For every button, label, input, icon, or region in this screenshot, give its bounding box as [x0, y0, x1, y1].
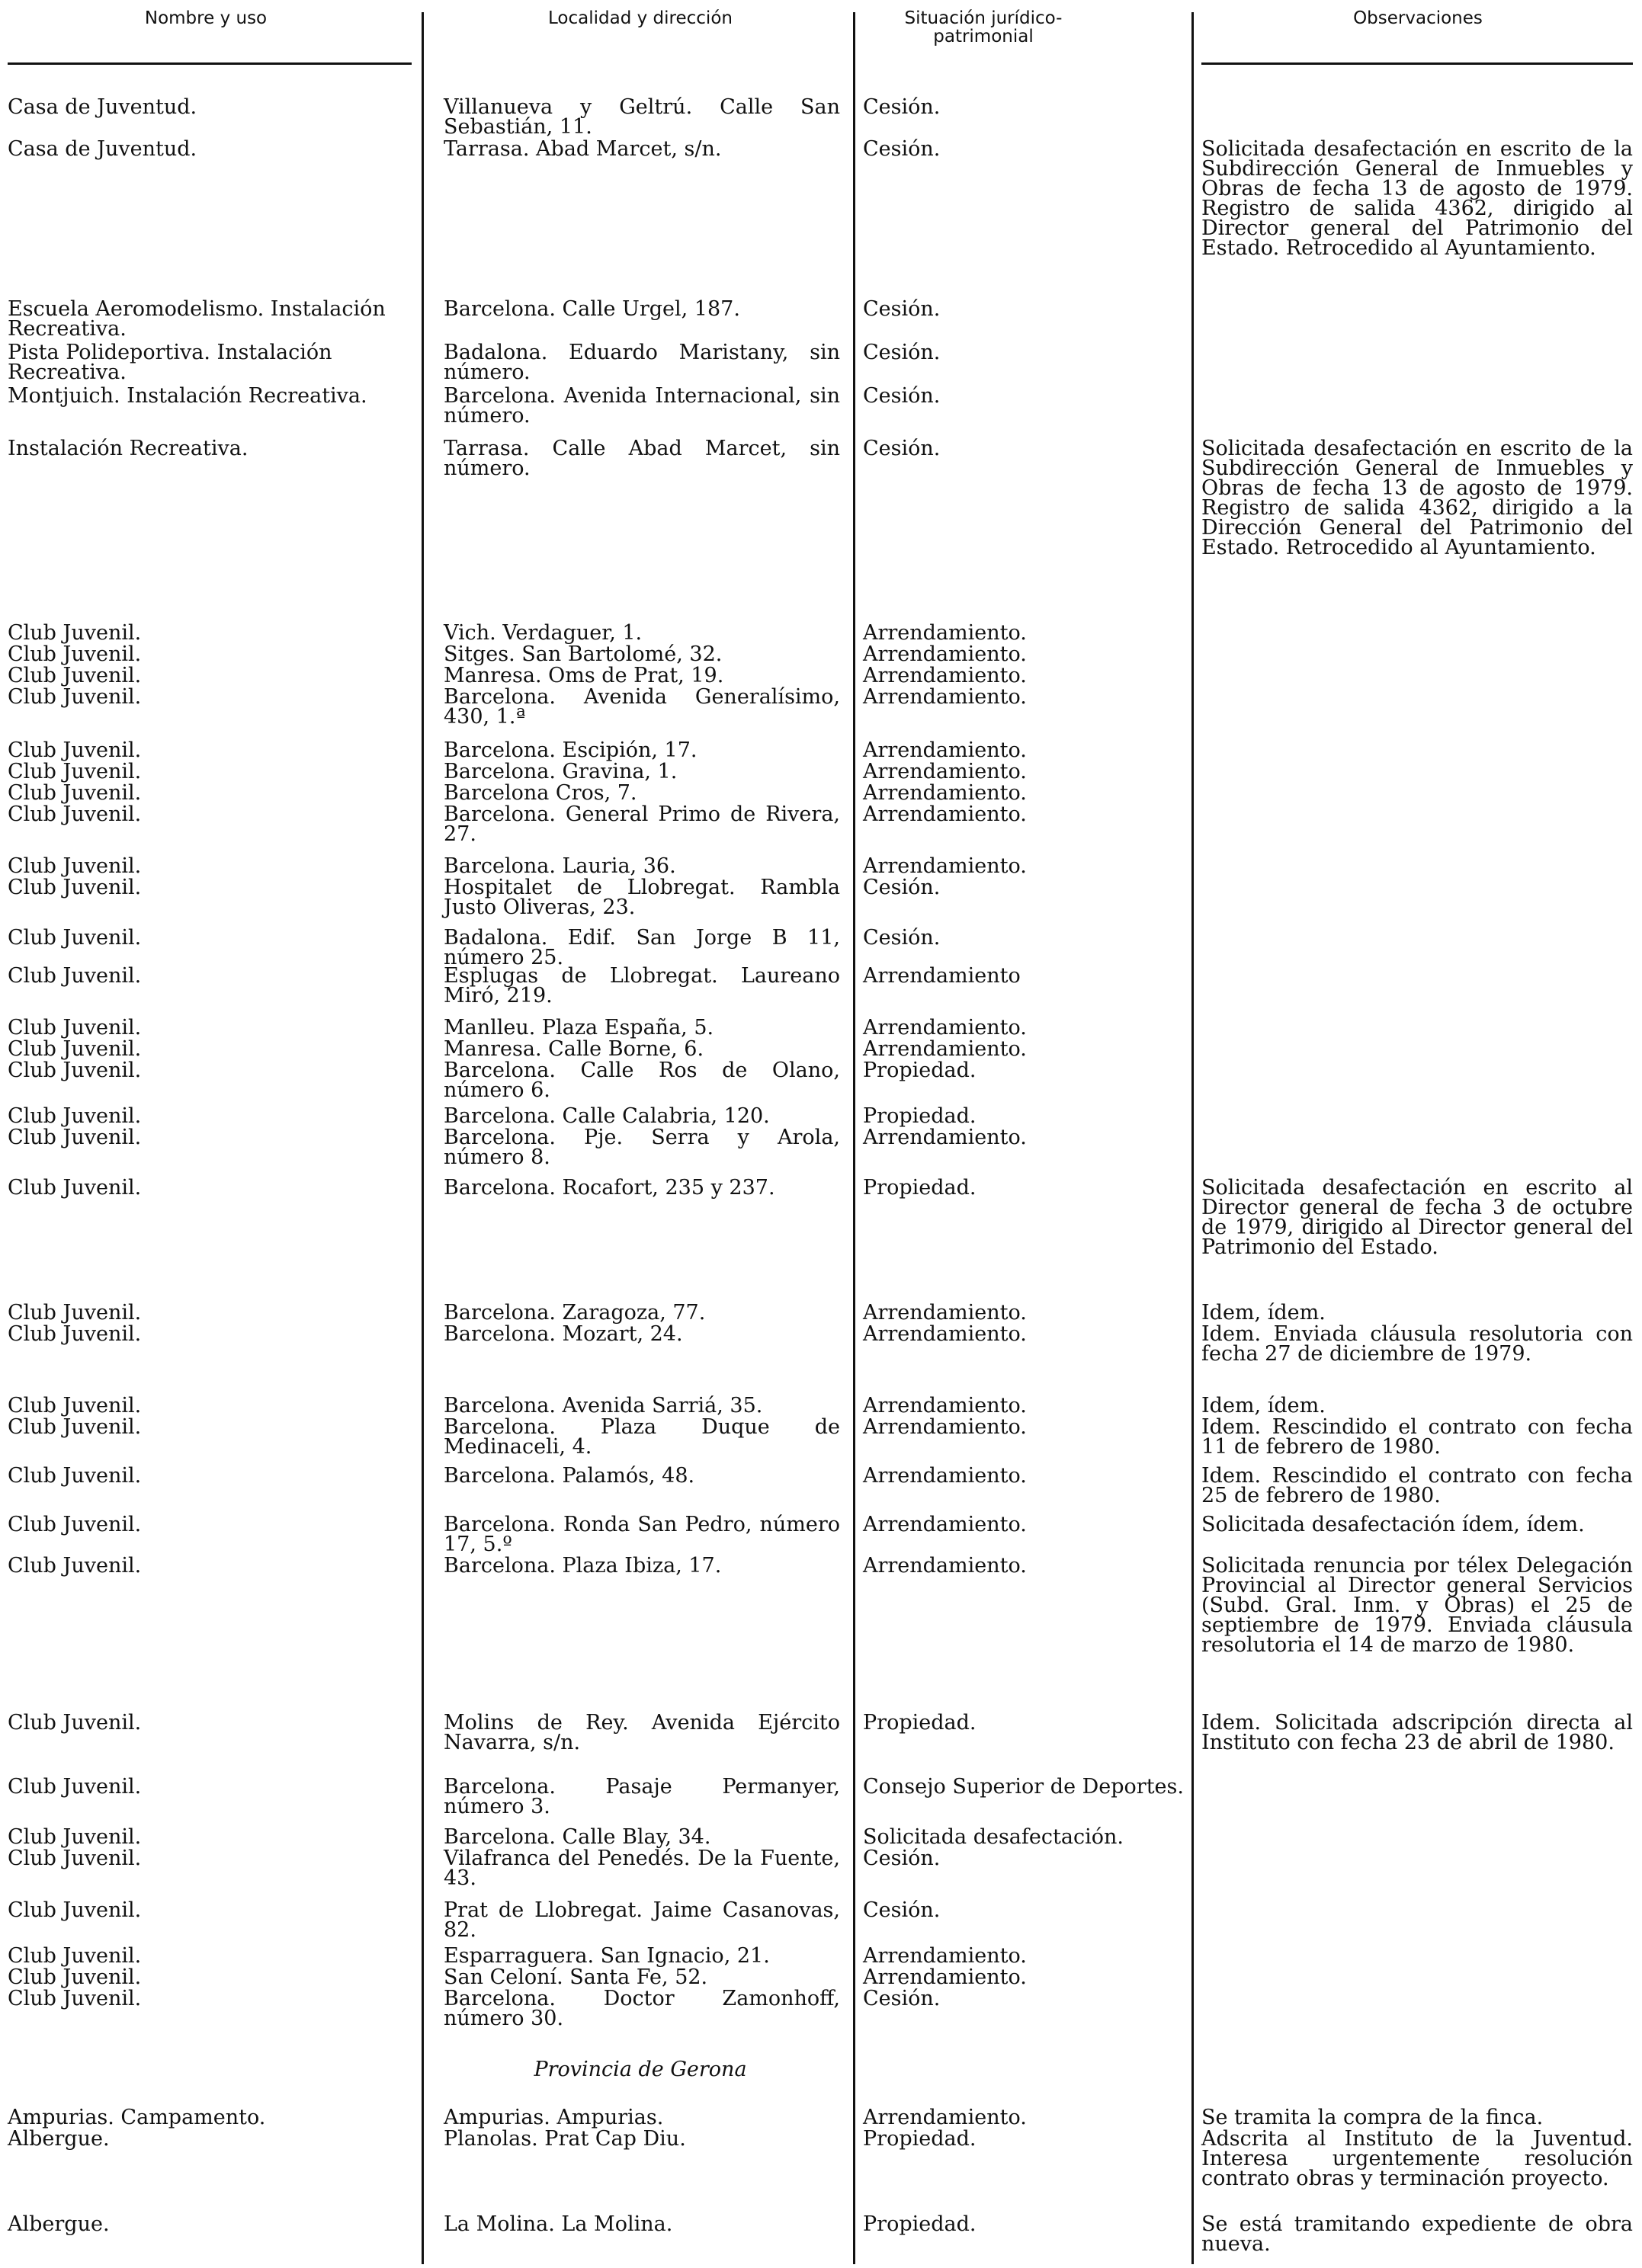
row-status: Propiedad. — [863, 1176, 977, 1200]
row-observations: Idem. Enviada cláusula resolutoria con fecha 27 de diciembre de 1979. — [1201, 1322, 1633, 1366]
row-name: Club Juvenil. — [8, 1301, 142, 1325]
row-name: Casa de Juventud. — [8, 95, 197, 119]
row-name: Club Juvenil. — [8, 1464, 142, 1488]
row-location: San Celoní. Santa Fe, 52. — [444, 1965, 708, 1989]
row-name: Club Juvenil. — [8, 1037, 142, 1061]
row-location: Planolas. Prat Cap Diu. — [444, 2127, 686, 2151]
row-observations: Idem. Solicitada adscripción directa al Instituto con fecha 23 de abril de 1980. — [1201, 1711, 1633, 1754]
row-name: Club Juvenil. — [8, 964, 142, 988]
row-location: Sitges. San Bartolomé, 32. — [444, 642, 723, 666]
row-status: Cesión. — [863, 1898, 941, 1922]
row-name: Club Juvenil. — [8, 1944, 142, 1968]
row-observations: Solicitada desafectación en escrito de la Subdirección General de Inmuebles y Obras de fecha 13 de agosto de 1979. Registro de salida 4362, dirigido al Director general del Patrimonio del Estado. Retrocedido al Ayuntamiento. — [1201, 137, 1633, 260]
row-observations: Se tramita la compra de la finca. — [1201, 2106, 1544, 2129]
row-status: Arrendamiento — [863, 964, 1021, 988]
row-status: Arrendamiento. — [863, 1464, 1027, 1488]
row-status: Cesión. — [863, 297, 941, 321]
row-location: Manlleu. Plaza España, 5. — [444, 1016, 714, 1040]
row-location: Barcelona. Palamós, 48. — [444, 1464, 695, 1488]
row-location: Esplugas de Llobregat. Laureano Miró, 219. — [444, 964, 840, 1007]
row-location: Barcelona. Calle Calabria, 120. — [444, 1104, 770, 1128]
row-name: Escuela Aeromodelismo. Instalación Recreativa. — [8, 297, 386, 341]
row-name: Club Juvenil. — [8, 781, 142, 805]
row-name: Club Juvenil. — [8, 1059, 142, 1082]
row-location: Barcelona. Ronda San Pedro, número 17, 5.º — [444, 1513, 840, 1556]
row-name: Club Juvenil. — [8, 1847, 142, 1870]
row-status: Arrendamiento. — [863, 1126, 1027, 1149]
row-location: Villanueva y Geltrú. Calle San Sebastián, 11. — [444, 95, 840, 139]
row-location: Barcelona. Rocafort, 235 y 237. — [444, 1176, 775, 1200]
row-name: Club Juvenil. — [8, 1394, 142, 1418]
row-name: Club Juvenil. — [8, 1775, 142, 1799]
row-status: Cesión. — [863, 95, 941, 119]
row-name: Club Juvenil. — [8, 854, 142, 878]
row-location: Barcelona. Calle Ros de Olano, número 6. — [444, 1059, 840, 1102]
row-name: Club Juvenil. — [8, 685, 142, 709]
row-name: Club Juvenil. — [8, 621, 142, 645]
row-observations: Se está tramitando expediente de obra nueva. — [1201, 2212, 1633, 2256]
row-status: Propiedad. — [863, 1059, 977, 1082]
row-status: Propiedad. — [863, 1711, 977, 1735]
row-name: Albergue. — [8, 2127, 110, 2151]
row-name: Club Juvenil. — [8, 802, 142, 826]
row-observations: Idem. Rescindido el contrato con fecha 25 de febrero de 1980. — [1201, 1464, 1633, 1507]
row-name: Club Juvenil. — [8, 1126, 142, 1149]
row-name: Club Juvenil. — [8, 1987, 142, 2010]
row-name: Instalación Recreativa. — [8, 437, 249, 460]
row-status: Arrendamiento. — [863, 621, 1027, 645]
row-name: Casa de Juventud. — [8, 137, 197, 161]
row-location: La Molina. La Molina. — [444, 2212, 673, 2236]
row-name: Montjuich. Instalación Recreativa. — [8, 384, 367, 408]
row-name: Club Juvenil. — [8, 876, 142, 899]
row-status: Consejo Superior de Deportes. — [863, 1775, 1184, 1799]
row-location: Badalona. Eduardo Maristany, sin número. — [444, 341, 840, 384]
row-location: Ampurias. Ampurias. — [444, 2106, 664, 2129]
column-divider — [853, 12, 855, 2264]
row-location: Barcelona. Calle Blay, 34. — [444, 1825, 711, 1849]
row-status: Arrendamiento. — [863, 802, 1027, 826]
row-observations: Solicitada desafectación en escrito al Director general de fecha 3 de octubre de 1979, dirigido al Director general del Patrimonio del Estado. — [1201, 1176, 1633, 1259]
row-status: Cesión. — [863, 926, 941, 950]
row-location: Tarrasa. Abad Marcet, s/n. — [444, 137, 722, 161]
row-name: Club Juvenil. — [8, 1322, 142, 1346]
row-location: Vilafranca del Penedés. De la Fuente, 43. — [444, 1847, 840, 1890]
row-name: Club Juvenil. — [8, 1104, 142, 1128]
row-status: Solicitada desafectación. — [863, 1825, 1124, 1849]
row-status: Arrendamiento. — [863, 685, 1027, 709]
row-location: Barcelona. Lauria, 36. — [444, 854, 676, 878]
row-name: Club Juvenil. — [8, 664, 142, 687]
row-observations: Solicitada renuncia por télex Delegación Provincial al Director general Servicios (Subd. Gral. Inm. y Obras) el 25 de septiembre de 1979. Enviada cláusula resolutoria el 14 de marzo de 1980. — [1201, 1554, 1633, 1657]
row-location: Barcelona. Avenida Generalísimo, 430, 1.ª — [444, 685, 840, 729]
row-name: Club Juvenil. — [8, 1513, 142, 1536]
row-name: Club Juvenil. — [8, 1898, 142, 1922]
row-observations: Idem, ídem. — [1201, 1394, 1326, 1418]
row-name: Club Juvenil. — [8, 1415, 142, 1439]
row-status: Cesión. — [863, 876, 941, 899]
header-rule — [1201, 62, 1633, 65]
row-status: Arrendamiento. — [863, 1944, 1027, 1968]
row-status: Arrendamiento. — [863, 738, 1027, 762]
row-status: Cesión. — [863, 1987, 941, 2010]
row-location: Manresa. Oms de Prat, 19. — [444, 664, 724, 687]
row-location: Badalona. Edif. San Jorge B 11, número 25. — [444, 926, 840, 969]
row-status: Arrendamiento. — [863, 1415, 1027, 1439]
row-name: Club Juvenil. — [8, 760, 142, 783]
row-status: Cesión. — [863, 137, 941, 161]
row-location: Barcelona. Zaragoza, 77. — [444, 1301, 706, 1325]
row-location: Barcelona. Calle Urgel, 187. — [444, 297, 740, 321]
row-status: Propiedad. — [863, 2212, 977, 2236]
row-location: Barcelona. Plaza Duque de Medinaceli, 4. — [444, 1415, 840, 1459]
row-name: Albergue. — [8, 2212, 110, 2236]
row-status: Arrendamiento. — [863, 2106, 1027, 2129]
row-name: Ampurias. Campamento. — [8, 2106, 266, 2129]
row-status: Arrendamiento. — [863, 664, 1027, 687]
row-location: Barcelona. Gravina, 1. — [444, 760, 678, 783]
row-status: Cesión. — [863, 341, 941, 364]
row-status: Arrendamiento. — [863, 1016, 1027, 1040]
row-status: Arrendamiento. — [863, 1513, 1027, 1536]
row-status: Cesión. — [863, 384, 941, 408]
row-name: Pista Polideportiva. Instalación Recreativa. — [8, 341, 332, 384]
row-location: Barcelona. Plaza Ibiza, 17. — [444, 1554, 722, 1578]
row-observations: Solicitada desafectación ídem, ídem. — [1201, 1513, 1585, 1536]
row-location: Barcelona. Doctor Zamonhoff, número 30. — [444, 1987, 840, 2030]
row-name: Club Juvenil. — [8, 1825, 142, 1849]
column-divider — [1191, 12, 1194, 2264]
row-name: Club Juvenil. — [8, 1711, 142, 1735]
header-rule — [8, 62, 412, 65]
row-name: Club Juvenil. — [8, 1016, 142, 1040]
row-location: Barcelona. Pasaje Permanyer, número 3. — [444, 1775, 840, 1818]
header-observaciones: Observaciones — [1353, 8, 1483, 28]
row-observations: Adscrita al Instituto de la Juventud. Interesa urgentemente resolución contrato obras y terminación proyecto. — [1201, 2127, 1633, 2190]
row-location: Tarrasa. Calle Abad Marcet, sin número. — [444, 437, 840, 480]
row-name: Club Juvenil. — [8, 642, 142, 666]
row-observations: Solicitada desafectación en escrito de la Subdirección General de Inmuebles y Obras de fecha 13 de agosto de 1979. Registro de salida 4362, dirigido a la Dirección General del Patrimonio del Estado. Retrocedido al Ayuntamiento. — [1201, 437, 1633, 559]
column-divider — [422, 12, 424, 2264]
row-name: Club Juvenil. — [8, 926, 142, 950]
row-status: Arrendamiento. — [863, 854, 1027, 878]
row-location: Hospitalet de Llobregat. Rambla Justo Oliveras, 23. — [444, 876, 840, 919]
row-status: Arrendamiento. — [863, 642, 1027, 666]
row-location: Barcelona. Avenida Internacional, sin número. — [444, 384, 840, 428]
row-status: Arrendamiento. — [863, 1037, 1027, 1061]
row-location: Barcelona. Mozart, 24. — [444, 1322, 683, 1346]
row-location: Barcelona Cros, 7. — [444, 781, 637, 805]
row-observations: Idem, ídem. — [1201, 1301, 1326, 1325]
row-status: Arrendamiento. — [863, 1554, 1027, 1578]
row-status: Cesión. — [863, 1847, 941, 1870]
row-location: Esparraguera. San Ignacio, 21. — [444, 1944, 770, 1968]
row-location: Barcelona. Pje. Serra y Arola, número 8. — [444, 1126, 840, 1169]
row-name: Club Juvenil. — [8, 1554, 142, 1578]
row-status: Arrendamiento. — [863, 1322, 1027, 1346]
row-location: Molins de Rey. Avenida Ejército Navarra, s/n. — [444, 1711, 840, 1754]
row-status: Cesión. — [863, 437, 941, 460]
row-status: Arrendamiento. — [863, 760, 1027, 783]
row-status: Propiedad. — [863, 2127, 977, 2151]
row-name: Club Juvenil. — [8, 1176, 142, 1200]
row-status: Arrendamiento. — [863, 781, 1027, 805]
row-status: Arrendamiento. — [863, 1301, 1027, 1325]
row-name: Club Juvenil. — [8, 738, 142, 762]
row-location: Barcelona. Escipión, 17. — [444, 738, 698, 762]
row-status: Arrendamiento. — [863, 1965, 1027, 1989]
row-location: Vich. Verdaguer, 1. — [444, 621, 643, 645]
row-location: Barcelona. Avenida Sarriá, 35. — [444, 1394, 763, 1418]
row-location: Prat de Llobregat. Jaime Casanovas, 82. — [444, 1898, 840, 1942]
header-localidad: Localidad y dirección — [548, 8, 733, 28]
section-title: Provincia de Gerona — [534, 2058, 747, 2081]
row-name: Club Juvenil. — [8, 1965, 142, 1989]
row-observations: Idem. Rescindido el contrato con fecha 11 de febrero de 1980. — [1201, 1415, 1633, 1459]
row-location: Barcelona. General Primo de Rivera, 27. — [444, 802, 840, 846]
row-location: Manresa. Calle Borne, 6. — [444, 1037, 704, 1061]
row-status: Arrendamiento. — [863, 1394, 1027, 1418]
header-situacion: Situación jurídico-patrimonial — [904, 8, 1063, 46]
row-status: Propiedad. — [863, 1104, 977, 1128]
header-nombre: Nombre y uso — [144, 8, 268, 28]
